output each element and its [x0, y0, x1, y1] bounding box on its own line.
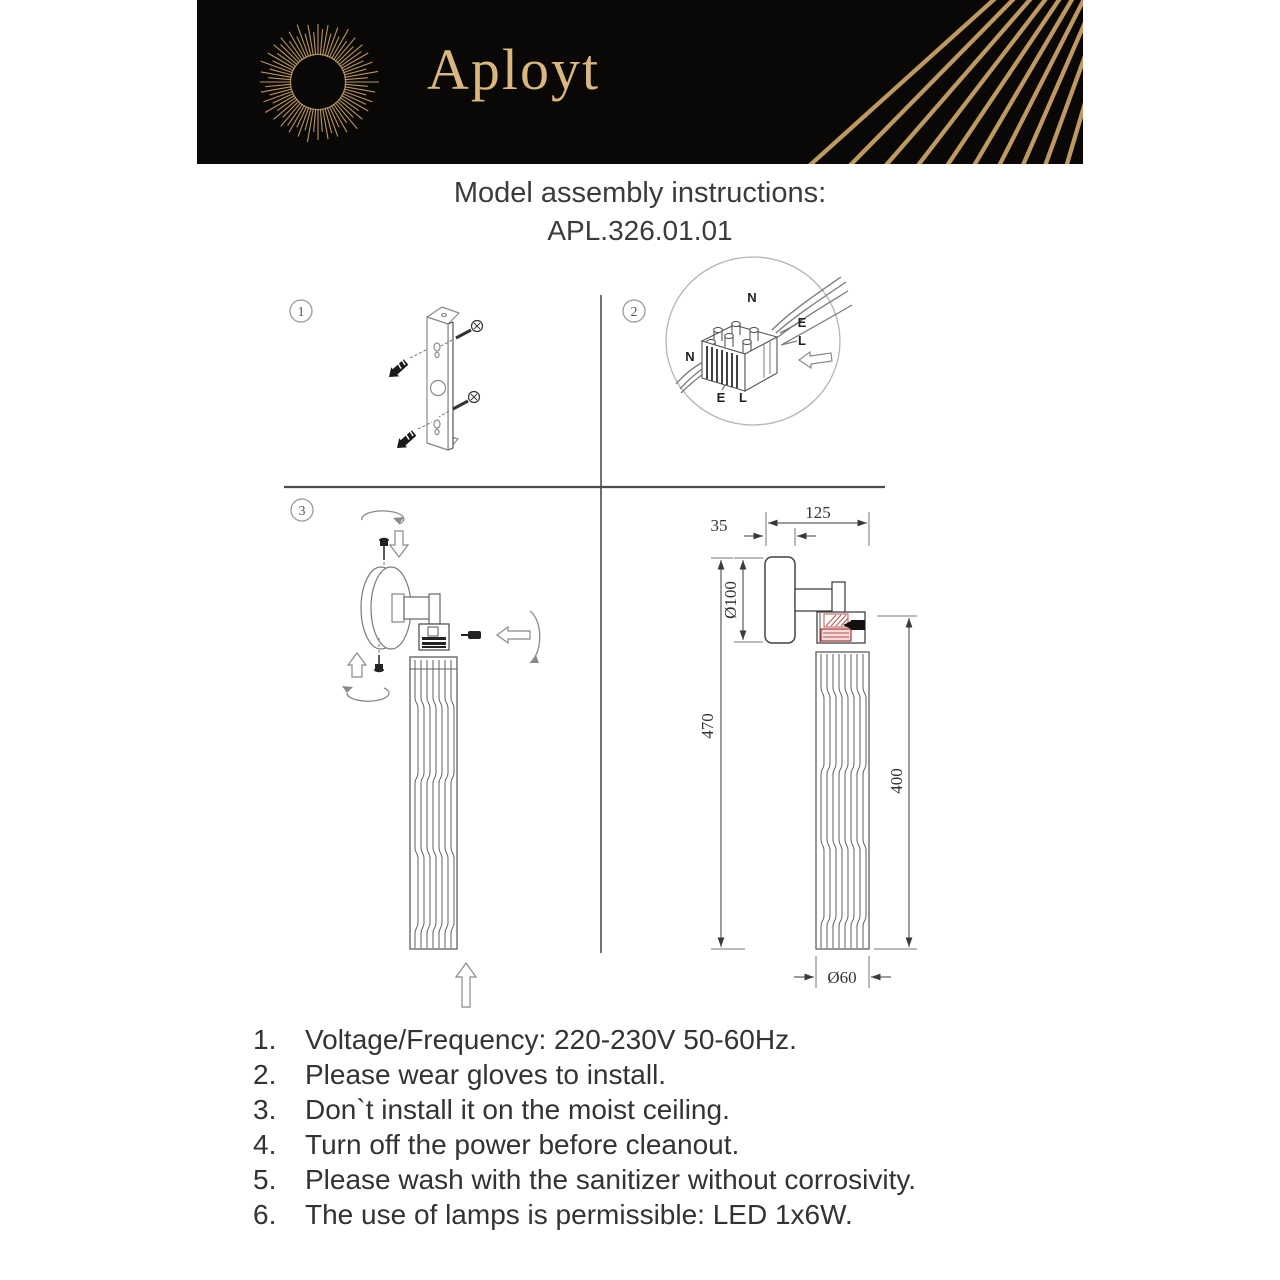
label-l-bottom: L	[739, 390, 747, 405]
dim-125	[766, 503, 869, 546]
instruction-number: 1.	[253, 1023, 277, 1055]
dim-60-label: Ø60	[827, 968, 857, 987]
wall-anchor-1	[389, 349, 428, 377]
set-screw	[461, 631, 481, 639]
down-arrow	[390, 531, 408, 557]
tube-side	[816, 652, 869, 949]
red-hatch-bottom	[821, 629, 851, 641]
model-code: APL.326.01.01	[547, 215, 733, 246]
top-rotate-arrow	[362, 511, 404, 524]
up-arrow-small	[348, 653, 366, 677]
instruction-text: Don`t install it on the moist ceiling.	[305, 1093, 730, 1125]
dim-100	[721, 558, 763, 642]
dimension-drawing	[698, 503, 917, 988]
brand-wordmark: Aployt	[427, 37, 601, 102]
instruction-item	[253, 1162, 916, 1197]
step3-diagram	[291, 499, 540, 1007]
step1-diagram	[290, 300, 483, 450]
terminal-block	[702, 321, 777, 391]
step2-number: 2	[630, 305, 638, 320]
instruction-item	[253, 1022, 916, 1057]
mounting-bracket	[427, 307, 459, 450]
instruction-item	[253, 1197, 916, 1232]
instructions-list	[253, 1022, 916, 1232]
dim-60	[794, 956, 891, 988]
arm-side	[795, 582, 845, 615]
instruction-number: 3.	[253, 1093, 277, 1125]
instruction-item	[253, 1057, 916, 1092]
dim-35	[711, 516, 817, 546]
label-n-top: N	[747, 290, 757, 305]
insert-up-arrow	[456, 963, 476, 1007]
step3-badge	[291, 499, 313, 521]
instruction-text: Turn off the power before cleanout.	[305, 1128, 740, 1160]
bottom-rotate-arrow	[342, 686, 389, 701]
direction-arrow	[799, 352, 832, 368]
instruction-number: 5.	[253, 1163, 277, 1195]
step2-badge	[623, 300, 645, 322]
instruction-text: The use of lamps is permissible: LED 1x6W.	[305, 1198, 853, 1230]
step3-number: 3	[298, 504, 306, 519]
dim-400-label: 400	[887, 768, 906, 794]
dim-125-label: 125	[805, 503, 831, 522]
instruction-number: 4.	[253, 1128, 277, 1160]
step2-diagram	[623, 257, 852, 425]
instruction-text: Please wear gloves to install.	[305, 1058, 667, 1090]
glass-tube	[410, 657, 457, 949]
lamp-arm	[404, 594, 440, 624]
label-n-left: N	[685, 349, 695, 364]
instruction-item	[253, 1127, 916, 1162]
instruction-number: 6.	[253, 1198, 277, 1230]
joint-side	[817, 612, 865, 643]
canopy-side	[765, 557, 795, 643]
joint-assembly	[419, 624, 449, 650]
dim-400	[874, 616, 917, 949]
step1-number: 1	[297, 305, 305, 320]
step1-badge	[290, 300, 312, 322]
dim-100-label: Ø100	[721, 581, 740, 619]
side-rotate-arrow	[530, 611, 540, 663]
dim-35-label: 35	[710, 516, 728, 535]
dim-470-label: 470	[698, 713, 717, 739]
label-e-bottom: E	[716, 390, 726, 405]
label-l-right: L	[798, 333, 806, 348]
instruction-text: Voltage/Frequency: 220-230V 50-60Hz.	[305, 1023, 797, 1055]
instruction-text: Please wash with the sanitizer without corrosivity.	[305, 1163, 917, 1195]
instruction-number: 2.	[253, 1058, 277, 1090]
instruction-item	[253, 1092, 916, 1127]
page-title: Model assembly instructions:	[453, 177, 827, 209]
left-arrow	[497, 627, 530, 643]
label-e-right: E	[797, 315, 807, 330]
